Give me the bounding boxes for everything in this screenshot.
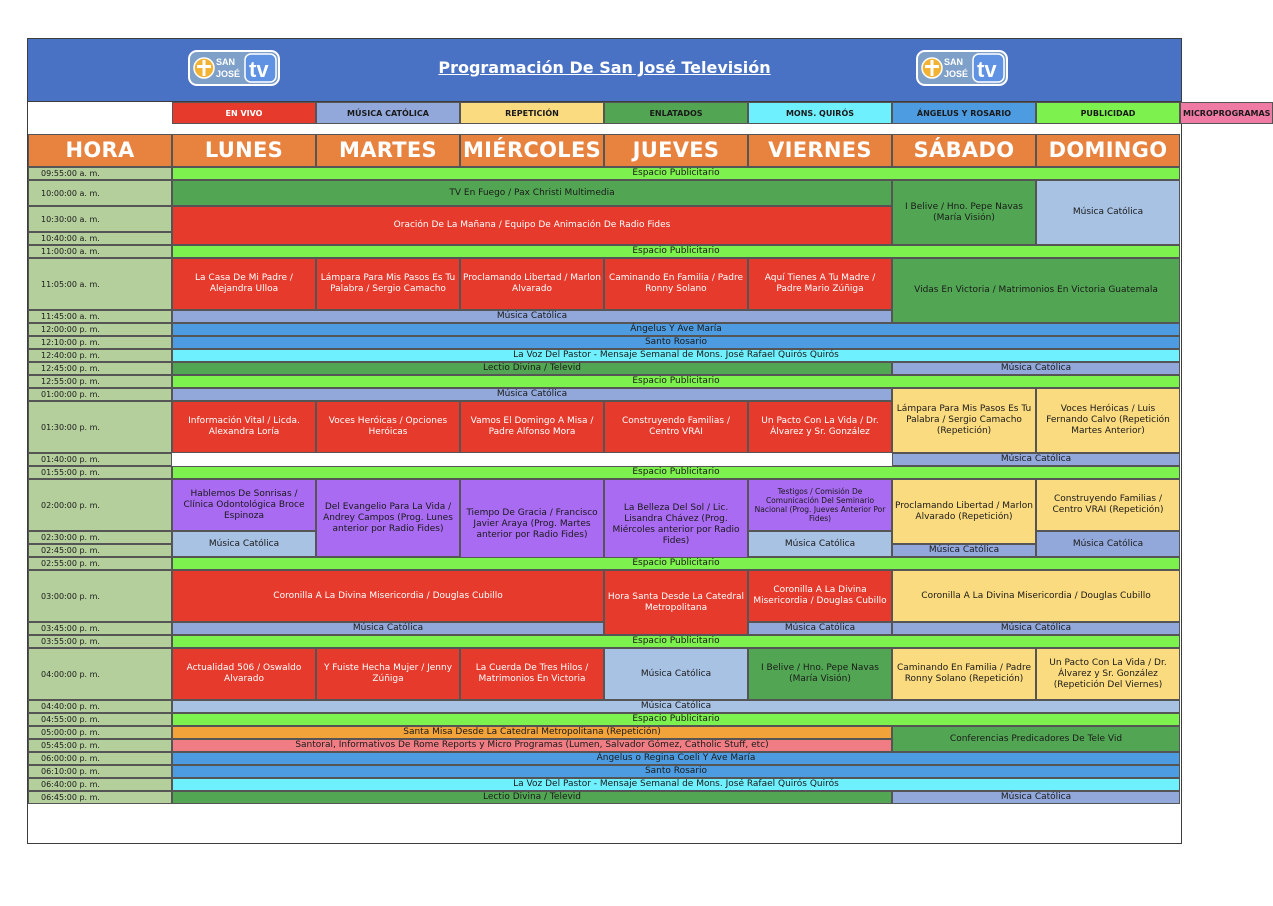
time-slot: 04:55:00 p. m. (28, 713, 172, 726)
header-banner (28, 39, 1181, 102)
program-block: Lectio Divina / Televid (172, 791, 892, 804)
program-block: Santa Misa Desde La Catedral Metropolitana (Repetición) (172, 726, 892, 739)
program-block: Música Católica (172, 388, 892, 401)
program-block: Ángelus Y Ave María (172, 323, 1180, 336)
time-slot: 10:30:00 a. m. (28, 206, 172, 232)
program-block: Coronilla A La Divina Misericordia / Douglas Cubillo (172, 570, 604, 622)
program-block: Música Católica (172, 622, 604, 635)
time-slot: 12:10:00 p. m. (28, 336, 172, 349)
schedule-grid (28, 102, 1271, 843)
time-slot: 11:00:00 a. m. (28, 245, 172, 258)
time-slot: 11:45:00 a. m. (28, 310, 172, 323)
program-block: Santoral, Informativos De Rome Reports y Micro Programas (Lumen, Salvador Gómez, Catholic Stuff, etc) (172, 739, 892, 752)
svg-text:JOSÉ: JOSÉ (216, 69, 241, 79)
time-slot: 03:55:00 p. m. (28, 635, 172, 648)
legend--ngelus-y-rosario: ÁNGELUS Y ROSARIO (892, 102, 1036, 124)
san-jose-tv-logo-right (916, 50, 1008, 86)
program-block: Música Católica (748, 531, 892, 557)
program-block: Lámpara Para Mis Pasos Es Tu Palabra / Sergio Camacho (316, 258, 460, 310)
program-block: Espacio Publicitario (172, 713, 1180, 726)
program-block: Música Católica (172, 700, 1180, 713)
time-slot: 06:00:00 p. m. (28, 752, 172, 765)
legend-en-vivo: EN VIVO (172, 102, 316, 124)
program-block: Vidas En Victoria / Matrimonios En Victoria Guatemala (892, 258, 1180, 323)
day-header-lunes: LUNES (172, 134, 316, 167)
program-block: Hablemos De Sonrisas / Clínica Odontológica Broce Espinoza (172, 479, 316, 531)
svg-text:SAN: SAN (216, 57, 236, 67)
program-block: Conferencias Predicadores De Tele Vid (892, 726, 1180, 752)
program-block: Espacio Publicitario (172, 167, 1180, 180)
time-slot: 05:00:00 p. m. (28, 726, 172, 739)
time-slot: 12:40:00 p. m. (28, 349, 172, 362)
time-slot: 09:55:00 a. m. (28, 167, 172, 180)
time-slot: 04:00:00 p. m. (28, 648, 172, 700)
svg-text:JOSÉ: JOSÉ (944, 69, 969, 79)
program-block: Actualidad 506 / Oswaldo Alvarado (172, 648, 316, 700)
program-block: Proclamando Libertad / Marlon Alvarado (Repetición) (892, 479, 1036, 544)
program-block: I Belive / Hno. Pepe Navas (María Visión) (748, 648, 892, 700)
legend-repetici-n: REPETICIÓN (460, 102, 604, 124)
legend-mons-quir-s: MONS. QUIRÓS (748, 102, 892, 124)
day-header-jueves: JUEVES (604, 134, 748, 167)
legend-publicidad: PUBLICIDAD (1036, 102, 1180, 124)
day-header-hora: HORA (28, 134, 172, 167)
legend-enlatados: ENLATADOS (604, 102, 748, 124)
time-slot: 12:55:00 p. m. (28, 375, 172, 388)
program-block: Coronilla A La Divina Misericordia / Douglas Cubillo (748, 570, 892, 622)
day-header-martes: MARTES (316, 134, 460, 167)
program-block: Vamos El Domingo A Misa / Padre Alfonso Mora (460, 401, 604, 453)
program-block: Oración De La Mañana / Equipo De Animación De Radio Fides (172, 206, 892, 245)
program-block: Caminando En Familia / Padre Ronny Solano (Repetición) (892, 648, 1036, 700)
day-header-miercoles: MIÉRCOLES (460, 134, 604, 167)
schedule-sheet (27, 38, 1271, 844)
time-slot: 06:10:00 p. m. (28, 765, 172, 778)
time-slot: 11:05:00 a. m. (28, 258, 172, 310)
program-block: Coronilla A La Divina Misericordia / Douglas Cubillo (892, 570, 1180, 622)
program-block: Espacio Publicitario (172, 375, 1180, 388)
program-block: Información Vital / Licda. Alexandra Loría (172, 401, 316, 453)
program-block: La Voz Del Pastor - Mensaje Semanal de Mons. José Rafael Quirós Quirós (172, 349, 1180, 362)
program-block: Música Católica (892, 622, 1180, 635)
program-block: Y Fuiste Hecha Mujer / Jenny Zúñiga (316, 648, 460, 700)
program-block: Música Católica (892, 544, 1036, 557)
time-slot: 05:45:00 p. m. (28, 739, 172, 752)
page-title: Programación De San José Televisión (438, 58, 771, 77)
legend-spacer (28, 102, 172, 124)
program-block: La Belleza Del Sol / Lic. Lisandra Chávez (Prog. Miércoles anterior por Radio Fides) (604, 479, 748, 570)
program-block: La Cuerda De Tres Hilos / Matrimonios En Victoria (460, 648, 604, 700)
program-block: Construyendo Familias / Centro VRAI (Repetición) (1036, 479, 1180, 531)
svg-text:tv: tv (977, 57, 997, 82)
program-block: La Casa De Mi Padre / Alejandra Ulloa (172, 258, 316, 310)
time-slot: 03:00:00 p. m. (28, 570, 172, 622)
legend-gap (28, 124, 1180, 134)
time-slot: 12:00:00 p. m. (28, 323, 172, 336)
legend-m-sica-cat-lica: MÚSICA CATÓLICA (316, 102, 460, 124)
time-slot: 04:40:00 p. m. (28, 700, 172, 713)
day-header-domingo: DOMINGO (1036, 134, 1180, 167)
program-block: Espacio Publicitario (172, 635, 1180, 648)
program-block: TV En Fuego / Pax Christi Multimedia (172, 180, 892, 206)
program-block: La Voz Del Pastor - Mensaje Semanal de Mons. José Rafael Quirós Quirós (172, 778, 1180, 791)
time-slot: 10:00:00 a. m. (28, 180, 172, 206)
program-block: Lámpara Para Mis Pasos Es Tu Palabra / Sergio Camacho (Repetición) (892, 388, 1036, 453)
program-block: Música Católica (604, 648, 748, 700)
program-block: Música Católica (1036, 180, 1180, 245)
time-slot: 06:40:00 p. m. (28, 778, 172, 791)
program-block: Hora Santa Desde La Catedral Metropolitana (604, 570, 748, 635)
program-block: Música Católica (892, 362, 1180, 375)
time-slot: 01:00:00 p. m. (28, 388, 172, 401)
program-block: Santo Rosario (172, 765, 1180, 778)
program-block: Espacio Publicitario (172, 466, 1180, 479)
program-block: Espacio Publicitario (172, 245, 1180, 258)
svg-text:tv: tv (249, 57, 269, 82)
program-block: Un Pacto Con La Vida / Dr. Álvarez y Sr. González (748, 401, 892, 453)
program-block: Música Católica (172, 310, 892, 323)
day-header-viernes: VIERNES (748, 134, 892, 167)
program-block: Caminando En Familia / Padre Ronny Solano (604, 258, 748, 310)
time-slot: 02:30:00 p. m. (28, 531, 172, 544)
program-block: Ángelus o Regina Coeli Y Ave María (172, 752, 1180, 765)
program-block: Construyendo Familias / Centro VRAI (604, 401, 748, 453)
program-block: I Belive / Hno. Pepe Navas (María Visión) (892, 180, 1036, 245)
time-slot: 01:40:00 p. m. (28, 453, 172, 466)
time-slot: 02:00:00 p. m. (28, 479, 172, 531)
time-slot: 03:45:00 p. m. (28, 622, 172, 635)
time-slot: 01:55:00 p. m. (28, 466, 172, 479)
time-slot: 02:55:00 p. m. (28, 557, 172, 570)
program-block: Espacio Publicitario (172, 557, 1180, 570)
program-block: Música Católica (172, 531, 316, 557)
program-block: Aquí Tienes A Tu Madre / Padre Mario Zúñiga (748, 258, 892, 310)
program-block: Voces Heróicas / Luis Fernando Calvo (Repetición Martes Anterior) (1036, 388, 1180, 453)
program-block: Música Católica (892, 791, 1180, 804)
program-block: Música Católica (1036, 531, 1180, 557)
time-slot: 06:45:00 p. m. (28, 791, 172, 804)
program-block: Del Evangelio Para La Vida / Andrey Campos (Prog. Lunes anterior por Radio Fides) (316, 479, 460, 557)
program-block: Tiempo De Gracia / Francisco Javier Araya (Prog. Martes anterior por Radio Fides) (460, 479, 604, 570)
svg-text:SAN: SAN (944, 57, 964, 67)
program-block: Voces Heróicas / Opciones Heróicas (316, 401, 460, 453)
time-slot: 02:45:00 p. m. (28, 544, 172, 557)
program-block: Música Católica (892, 453, 1180, 466)
program-block: Santo Rosario (172, 336, 1180, 349)
legend-microprogramas: MICROPROGRAMAS (1180, 102, 1273, 124)
program-block: Proclamando Libertad / Marlon Alvarado (460, 258, 604, 310)
time-slot: 01:30:00 p. m. (28, 401, 172, 453)
time-slot: 12:45:00 p. m. (28, 362, 172, 375)
program-block: Testigos / Comisión De Comunicación Del Seminario Nacional (Prog. Jueves Anterior Por Fides) (748, 479, 892, 531)
program-block: Lectio Divina / Televid (172, 362, 892, 375)
program-block: Un Pacto Con La Vida / Dr. Álvarez y Sr. González (Repetición Del Viernes) (1036, 648, 1180, 700)
day-header-sabado: SÁBADO (892, 134, 1036, 167)
time-slot: 10:40:00 a. m. (28, 232, 172, 245)
program-block: Música Católica (748, 622, 892, 635)
